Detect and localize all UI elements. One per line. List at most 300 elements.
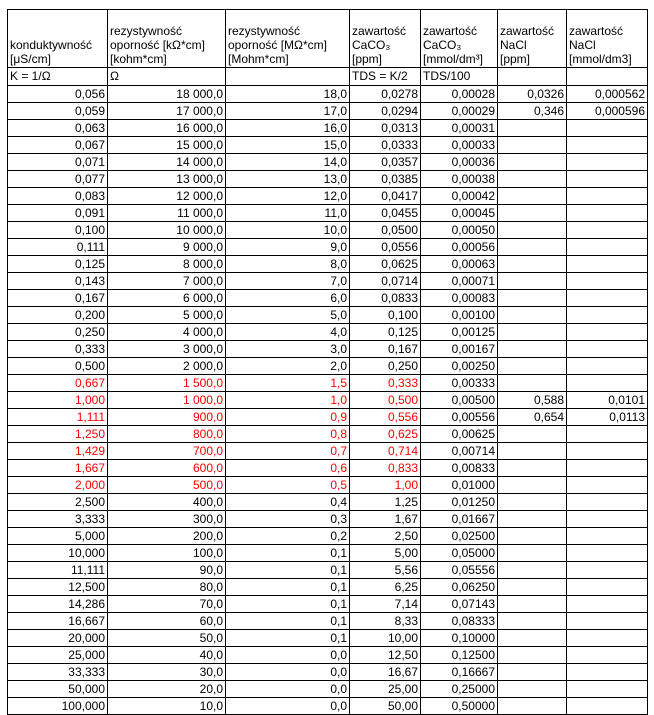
table-cell	[567, 562, 648, 579]
table-cell: 40,0	[108, 647, 226, 664]
column-subheader	[498, 68, 567, 86]
table-cell: 0,00500	[421, 392, 498, 409]
table-cell	[498, 562, 567, 579]
table-row	[8, 375, 648, 392]
table-cell: 0,00833	[421, 460, 498, 477]
table-row	[8, 664, 648, 681]
column-subheader: TDS/100	[421, 68, 498, 86]
table-cell: 1,25	[350, 494, 421, 511]
table-cell: 2,500	[8, 494, 108, 511]
conductivity-table	[7, 9, 648, 715]
table-cell: 0,083	[8, 188, 108, 205]
table-cell: 8,33	[350, 613, 421, 630]
table-cell: 0,00056	[421, 239, 498, 256]
column-subheader	[567, 68, 648, 86]
table-cell: 0,4	[226, 494, 350, 511]
column-header-line: [mmol/dm3]	[569, 52, 632, 66]
table-cell: 30,0	[108, 664, 226, 681]
table-row	[8, 222, 648, 239]
table-cell: 0,0294	[350, 103, 421, 120]
table-cell: 0,12500	[421, 647, 498, 664]
table-cell: 10,0	[226, 222, 350, 239]
table-row	[8, 562, 648, 579]
table-cell	[498, 477, 567, 494]
table-cell	[567, 511, 648, 528]
table-cell	[567, 120, 648, 137]
table-cell: 14,286	[8, 596, 108, 613]
table-cell: 0,500	[350, 392, 421, 409]
table-cell: 400,0	[108, 494, 226, 511]
table-cell	[567, 205, 648, 222]
table-cell: 0,625	[350, 426, 421, 443]
table-cell: 0,8	[226, 426, 350, 443]
table-cell	[498, 613, 567, 630]
table-cell	[567, 494, 648, 511]
column-header-line: rezystywność	[228, 24, 301, 38]
table-cell: 0,0385	[350, 171, 421, 188]
table-cell	[567, 307, 648, 324]
table-cell	[498, 647, 567, 664]
table-cell	[498, 511, 567, 528]
column-header-line: oporność [MΩ*cm]	[228, 38, 327, 52]
table-cell: 200,0	[108, 528, 226, 545]
table-row	[8, 341, 648, 358]
table-cell	[498, 579, 567, 596]
table-cell: 7,14	[350, 596, 421, 613]
table-cell: 0,00714	[421, 443, 498, 460]
table-cell: 0,07143	[421, 596, 498, 613]
table-cell: 11,111	[8, 562, 108, 579]
column-subheader: TDS = K/2	[350, 68, 421, 86]
table-cell: 0,02500	[421, 528, 498, 545]
table-cell: 1,00	[350, 477, 421, 494]
table-cell: 0,0313	[350, 120, 421, 137]
table-cell: 2,50	[350, 528, 421, 545]
table-cell	[567, 698, 648, 715]
table-cell: 0,06250	[421, 579, 498, 596]
table-cell: 50,0	[108, 630, 226, 647]
header-row	[8, 10, 648, 68]
table-cell: 0,00033	[421, 137, 498, 154]
table-cell: 10 000,0	[108, 222, 226, 239]
table-cell: 2,000	[8, 477, 108, 494]
table-row	[8, 154, 648, 171]
table-cell: 1,0	[226, 392, 350, 409]
column-header	[498, 10, 567, 68]
table-cell: 0,00333	[421, 375, 498, 392]
table-cell: 0,067	[8, 137, 108, 154]
table-cell	[567, 154, 648, 171]
table-cell: 0,0455	[350, 205, 421, 222]
table-cell: 5,000	[8, 528, 108, 545]
table-cell	[567, 222, 648, 239]
table-cell: 1,5	[226, 375, 350, 392]
table-cell: 0,125	[350, 324, 421, 341]
table-cell: 0,01250	[421, 494, 498, 511]
table-cell: 0,346	[498, 103, 567, 120]
table-cell: 0,00250	[421, 358, 498, 375]
column-header-line: [ppm]	[500, 52, 531, 66]
table-cell: 70,0	[108, 596, 226, 613]
table-cell: 1,67	[350, 511, 421, 528]
table-cell: 20,000	[8, 630, 108, 647]
column-subheader	[226, 68, 350, 86]
table-cell: 0,500	[8, 358, 108, 375]
table-cell: 11,0	[226, 205, 350, 222]
table-cell: 0,091	[8, 205, 108, 222]
table-cell: 25,000	[8, 647, 108, 664]
table-cell: 33,333	[8, 664, 108, 681]
table-cell: 0,00036	[421, 154, 498, 171]
table-row	[8, 273, 648, 290]
table-row	[8, 86, 648, 103]
table-cell: 0,0714	[350, 273, 421, 290]
table-cell: 0,0326	[498, 86, 567, 103]
table-cell: 1 500,0	[108, 375, 226, 392]
table-cell	[567, 443, 648, 460]
table-cell: 15 000,0	[108, 137, 226, 154]
table-cell	[498, 375, 567, 392]
table-cell: 2,0	[226, 358, 350, 375]
table-cell: 0,059	[8, 103, 108, 120]
table-cell	[498, 443, 567, 460]
table-cell: 12,500	[8, 579, 108, 596]
table-cell	[498, 256, 567, 273]
column-header	[8, 10, 108, 68]
table-cell	[498, 460, 567, 477]
table-cell: 7,0	[226, 273, 350, 290]
table-cell	[498, 630, 567, 647]
column-header-line: [ppm]	[352, 52, 383, 66]
table-row	[8, 290, 648, 307]
table-cell	[498, 528, 567, 545]
table-cell: 0,0	[226, 681, 350, 698]
table-row	[8, 460, 648, 477]
table-cell	[498, 698, 567, 715]
column-header-line: NaCl	[569, 38, 596, 52]
table-cell: 0,333	[350, 375, 421, 392]
table-cell: 0,6	[226, 460, 350, 477]
table-cell: 0,0	[226, 647, 350, 664]
table-cell: 9,0	[226, 239, 350, 256]
table-cell	[498, 239, 567, 256]
table-cell: 0,0101	[567, 392, 648, 409]
table-cell: 0,0625	[350, 256, 421, 273]
table-cell: 0,0113	[567, 409, 648, 426]
table-cell: 0,3	[226, 511, 350, 528]
table-cell	[498, 171, 567, 188]
table-cell: 6 000,0	[108, 290, 226, 307]
table-cell: 50,000	[8, 681, 108, 698]
table-cell: 5,56	[350, 562, 421, 579]
table-cell: 18 000,0	[108, 86, 226, 103]
table-cell: 0,667	[8, 375, 108, 392]
table-body	[8, 86, 648, 715]
table-row	[8, 681, 648, 698]
table-cell	[567, 324, 648, 341]
table-cell: 13 000,0	[108, 171, 226, 188]
table-cell: 9 000,0	[108, 239, 226, 256]
table-cell: 0,588	[498, 392, 567, 409]
table-cell	[498, 545, 567, 562]
table-cell	[567, 664, 648, 681]
table-cell: 0,250	[8, 324, 108, 341]
table-cell: 1,000	[8, 392, 108, 409]
table-cell	[498, 596, 567, 613]
table-cell: 6,25	[350, 579, 421, 596]
table-cell: 15,0	[226, 137, 350, 154]
table-cell	[567, 647, 648, 664]
table-cell: 0,654	[498, 409, 567, 426]
table-cell: 0,08333	[421, 613, 498, 630]
column-header-line: konduktywność	[10, 38, 93, 52]
table-cell: 5 000,0	[108, 307, 226, 324]
table-cell	[567, 171, 648, 188]
column-header-line: zawartość	[352, 24, 407, 38]
column-header-line: CaCO₃	[423, 38, 462, 52]
table-cell: 0,111	[8, 239, 108, 256]
table-cell	[498, 273, 567, 290]
table-cell: 25,00	[350, 681, 421, 698]
table-cell: 90,0	[108, 562, 226, 579]
table-cell: 0,056	[8, 86, 108, 103]
table-cell	[567, 137, 648, 154]
table-cell: 0,833	[350, 460, 421, 477]
table-cell: 14 000,0	[108, 154, 226, 171]
table-cell: 0,333	[8, 341, 108, 358]
column-header-line: zawartość	[423, 24, 478, 38]
table-row	[8, 392, 648, 409]
column-subheader: K = 1/Ω	[8, 68, 108, 86]
table-cell: 0,9	[226, 409, 350, 426]
table-cell: 0,00045	[421, 205, 498, 222]
table-row	[8, 358, 648, 375]
table-cell: 0,1	[226, 630, 350, 647]
table-cell: 0,10000	[421, 630, 498, 647]
table-cell: 0,0833	[350, 290, 421, 307]
table-cell: 0,00063	[421, 256, 498, 273]
table-cell	[567, 239, 648, 256]
table-cell	[498, 341, 567, 358]
table-cell: 7 000,0	[108, 273, 226, 290]
table-cell: 3 000,0	[108, 341, 226, 358]
table-cell: 0,250	[350, 358, 421, 375]
table-row	[8, 545, 648, 562]
table-cell: 1,111	[8, 409, 108, 426]
table-cell: 0,05556	[421, 562, 498, 579]
table-row	[8, 205, 648, 222]
table-cell: 600,0	[108, 460, 226, 477]
table-cell: 1 000,0	[108, 392, 226, 409]
table-row	[8, 256, 648, 273]
table-cell	[567, 460, 648, 477]
table-cell	[498, 222, 567, 239]
table-row	[8, 613, 648, 630]
table-cell: 900,0	[108, 409, 226, 426]
table-cell: 1,250	[8, 426, 108, 443]
table-cell: 12,0	[226, 188, 350, 205]
table-cell: 3,0	[226, 341, 350, 358]
table-cell: 4 000,0	[108, 324, 226, 341]
table-cell: 0,7	[226, 443, 350, 460]
table-cell: 0,0500	[350, 222, 421, 239]
table-cell: 0,0	[226, 698, 350, 715]
column-header-line: oporność [kΩ*cm]	[110, 38, 206, 52]
column-subheader: Ω	[108, 68, 226, 86]
table-cell: 0,125	[8, 256, 108, 273]
table-cell: 18,0	[226, 86, 350, 103]
table-cell: 0,1	[226, 613, 350, 630]
column-header-line: [mmol/dm³]	[423, 52, 483, 66]
table-cell	[498, 188, 567, 205]
table-cell: 0,556	[350, 409, 421, 426]
table-cell: 0,00050	[421, 222, 498, 239]
table-cell: 17 000,0	[108, 103, 226, 120]
table-cell: 4,0	[226, 324, 350, 341]
table-cell: 0,00042	[421, 188, 498, 205]
table-cell: 0,143	[8, 273, 108, 290]
table-cell: 2 000,0	[108, 358, 226, 375]
table-cell	[567, 630, 648, 647]
table-cell: 0,714	[350, 443, 421, 460]
column-header-line: NaCl	[500, 38, 527, 52]
table-row	[8, 120, 648, 137]
table-cell: 500,0	[108, 477, 226, 494]
table-cell	[498, 307, 567, 324]
table-cell	[498, 426, 567, 443]
table-row	[8, 137, 648, 154]
table-cell	[498, 358, 567, 375]
table-cell: 0,00167	[421, 341, 498, 358]
table-cell	[567, 545, 648, 562]
table-cell: 8 000,0	[108, 256, 226, 273]
table-cell: 0,1	[226, 562, 350, 579]
table-cell: 20,0	[108, 681, 226, 698]
table-cell: 50,00	[350, 698, 421, 715]
table-cell	[567, 613, 648, 630]
table-cell	[567, 596, 648, 613]
table-cell: 16 000,0	[108, 120, 226, 137]
table-cell	[567, 426, 648, 443]
table-cell	[498, 290, 567, 307]
table-cell: 60,0	[108, 613, 226, 630]
table-cell: 100,0	[108, 545, 226, 562]
table-cell: 0,063	[8, 120, 108, 137]
table-cell: 0,00028	[421, 86, 498, 103]
table-row	[8, 239, 648, 256]
table-cell: 3,333	[8, 511, 108, 528]
column-header-line: zawartość	[569, 24, 624, 38]
table-cell	[567, 256, 648, 273]
column-header	[350, 10, 421, 68]
table-row	[8, 103, 648, 120]
table-cell: 6,0	[226, 290, 350, 307]
table-cell: 17,0	[226, 103, 350, 120]
table-cell: 0,00100	[421, 307, 498, 324]
table-cell: 0,0417	[350, 188, 421, 205]
table-cell: 0,00031	[421, 120, 498, 137]
table-cell: 0,071	[8, 154, 108, 171]
table-row	[8, 596, 648, 613]
table-cell: 0,1	[226, 596, 350, 613]
table-cell	[498, 324, 567, 341]
table-row	[8, 477, 648, 494]
table-cell	[498, 205, 567, 222]
table-cell: 1,429	[8, 443, 108, 460]
table-row	[8, 188, 648, 205]
table-cell: 0,00625	[421, 426, 498, 443]
table-cell: 0,00083	[421, 290, 498, 307]
table-row	[8, 324, 648, 341]
table-cell: 0,167	[350, 341, 421, 358]
table-cell: 10,00	[350, 630, 421, 647]
table-cell: 0,16667	[421, 664, 498, 681]
table-cell: 700,0	[108, 443, 226, 460]
table-row	[8, 307, 648, 324]
table-cell: 100,000	[8, 698, 108, 715]
table-cell: 16,667	[8, 613, 108, 630]
column-header	[226, 10, 350, 68]
table-cell	[498, 154, 567, 171]
table-cell: 0,0556	[350, 239, 421, 256]
table-cell: 0,00071	[421, 273, 498, 290]
column-header-line: [kohm*cm]	[110, 52, 167, 66]
table-cell	[567, 273, 648, 290]
table-cell: 300,0	[108, 511, 226, 528]
table-cell: 10,000	[8, 545, 108, 562]
column-header	[108, 10, 226, 68]
table-row	[8, 409, 648, 426]
table-cell	[498, 494, 567, 511]
table-cell: 0,05000	[421, 545, 498, 562]
table-cell: 11 000,0	[108, 205, 226, 222]
table-cell: 0,50000	[421, 698, 498, 715]
table-cell: 14,0	[226, 154, 350, 171]
column-header-line: zawartość	[500, 24, 555, 38]
table-cell: 10,0	[108, 698, 226, 715]
table-cell	[498, 664, 567, 681]
table-cell: 13,0	[226, 171, 350, 188]
table-row	[8, 579, 648, 596]
table-cell: 0,000562	[567, 86, 648, 103]
table-cell: 1,667	[8, 460, 108, 477]
table-cell	[567, 579, 648, 596]
table-row	[8, 494, 648, 511]
table-row	[8, 443, 648, 460]
table-cell: 0,01000	[421, 477, 498, 494]
table-cell: 5,00	[350, 545, 421, 562]
table-cell: 0,077	[8, 171, 108, 188]
table-row	[8, 698, 648, 715]
table-cell: 5,0	[226, 307, 350, 324]
table-cell: 0,100	[350, 307, 421, 324]
table-cell: 0,01667	[421, 511, 498, 528]
table-cell	[567, 358, 648, 375]
table-cell: 0,00556	[421, 409, 498, 426]
table-cell: 0,167	[8, 290, 108, 307]
table-row	[8, 647, 648, 664]
column-header	[421, 10, 498, 68]
table-cell: 12 000,0	[108, 188, 226, 205]
table-cell	[567, 188, 648, 205]
table-cell: 0,0	[226, 664, 350, 681]
table-cell	[498, 120, 567, 137]
column-header-line: CaCO₃	[352, 38, 391, 52]
table-cell: 12,50	[350, 647, 421, 664]
table-cell	[498, 137, 567, 154]
table-cell	[498, 681, 567, 698]
column-header	[567, 10, 648, 68]
